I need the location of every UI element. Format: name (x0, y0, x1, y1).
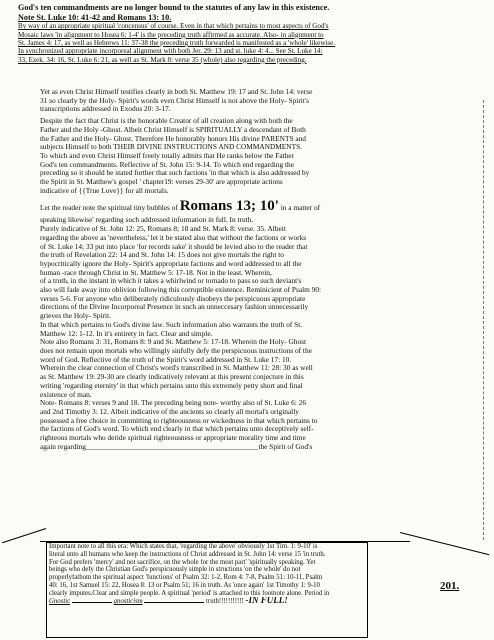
body-line: verses 5-6. For anyone who deliberately ridiculously disobeys the perspicuous appropriate (40, 294, 306, 303)
body-text (40, 88, 476, 451)
truth-text: truth!!!!!!!!!!! (206, 598, 244, 606)
body-line: To which and even Christ Himself freely totally admits that He ranks below the Father (40, 151, 295, 160)
header-line: In synchronized appropriate incorporeal alignment with both Jer. 29: 13 and st. luke 4: 4... See St. Luke 14: (18, 47, 323, 56)
header-line: 33, Ezek. 34: 16, St. Luke 6: 21, as well as St. Mark 8: verse 35 (whole) also regarding the preceding. (18, 55, 307, 64)
footnote-line: For God prefers 'mercy' and not sacrifice, on the whole for the most part' 'spiritually speaking. Yet (49, 558, 316, 566)
body-line: Purely indicative of St. John 12: 25, Romans 8; 18 and St. Mark 8: verse. 35. Albeit (40, 225, 286, 234)
body-line: directions of the Divine Incorporeal Presence in such an unneccesary fashion unnecessarily (40, 303, 309, 312)
body-line: 31 so clearly by the Holy- Spirit's words even Christ Himself is not above the Holy- Spirit's (40, 96, 310, 105)
body-line: Yet as even Christ Himself testifies clearly in both St. Matthew 19: 17 and St. John 14: verse (40, 88, 313, 96)
body-line: again regarding_______________________________________________the Spirit of God's (40, 442, 313, 451)
body-line: Matthew 12: 1-12. In it's entirety in fact. Clear and simple. (40, 329, 213, 338)
footnote-line: beings who defy the Christian God's perspicuously simple in structions 'on the whole' do not (49, 566, 301, 574)
header-line: Mosaic laws 'in alignment to Hosea 6: 1-4' is the preceding truth affirmed as accurate. Also- in alignment to (18, 30, 324, 39)
body-line: the truth of Revelation 22: 14 and St. John 14: 15 does not give mortals the right to (40, 251, 284, 260)
slanted-rule-right (400, 532, 490, 555)
romans-reference: Romans 13; 10' (179, 198, 279, 215)
body-line: of a truth, in the instant in which it takes a whirlwind or tornado to pass so such deviant's (40, 277, 302, 286)
body-line: transcriptions addressed in Exodus 20: 3-17. (40, 105, 171, 114)
body-line: In that which pertains to God's divine law. Such information also warrants the truth of St. (40, 320, 303, 329)
body-line: the Spirit in St. Matthew's gospel ' chapter19: verses 29-30' are appropriate actions (40, 178, 283, 187)
body-line: grieves the Holy- Spirit. (40, 312, 111, 321)
footnote-line: 40: 16, 1st Samuel 15: 22, Hosea 8: 13 or Psalm 51; 16 in truth. As 'once again' 1st Timothy 1: 9-10 (49, 581, 320, 589)
romans-line (40, 198, 476, 216)
body-line: word of God. Reflective of the truth of the Spirit's word addressed in St. Luke 17: 10. (40, 355, 292, 364)
body-line: writing 'regarding eternity' in that which pertains unto this extremely petty short and final (40, 381, 303, 390)
body-line: human -race through Christ in St. Matthew 5: 17-18. Not in the least. Wherein, (40, 268, 272, 277)
handwritten-gnostic: Gnostic (49, 598, 71, 606)
body-line: Father and the Holy -Ghost. Albeit Christ Himself is SPIRITUALLY a descendant of Both (40, 125, 306, 134)
body-line: does not remain upon mortals who willingly sinfully defy the perspicuous instructions of the (40, 346, 312, 355)
page-heading: God's ten commandments are no longer bound to the statutes of any law in this existence. (18, 3, 330, 12)
body-line: Note also Romans 3: 31, Romans 8: 9 and St. Matthew 5: 17-18. Wherein the Holy- Ghost (40, 338, 307, 347)
handwritten-in-full: -IN FULL! (245, 597, 288, 606)
footnote-line: literal unto all humans who keep the instructions of Christ addressed in St. John 14: verse 15 'in truth. (49, 550, 326, 558)
footnote-line: properlyfathom the spiritual aspect 'functions' of Psalm 32: 1-2, Rom 4: 7-8, Psalm 51: 10-11, Psalm (49, 574, 323, 581)
body-line: speaking likewise' regarding such addressed information in full. In truth. (40, 216, 254, 225)
body-line: existence of man. (40, 390, 92, 399)
header-line: By way of an appropriate spiritual 'concensus' of course. Even in that which pertains to most aspects of God's (18, 22, 329, 31)
body-line: regarding the above as 'nevertheless,' let it be stated also that without the factions or works (40, 233, 307, 242)
margin-dashed-line (483, 100, 484, 540)
romans-pre: Let the reader note the spiritual tiny bubbles of (40, 203, 180, 213)
body-line: hypocritically ignore the Holy- Spirit's appropriate factions and word addressed to all the (40, 259, 302, 268)
romans-post: in a matter of (278, 203, 321, 213)
body-line: indicative of {{True Love}} for all mortals. (40, 186, 169, 195)
body-line: the factions of God's word. To which end clearly in that which pertains unto deceptively self- (40, 425, 314, 434)
header-block (18, 3, 466, 64)
handwritten-gnosticism: gnosticism (113, 598, 143, 606)
body-line: possessed a free choice in committing to righteousness or wickedness in that which pertains to (40, 416, 318, 425)
body-line: subjects Himself to both THEIR DIVINE INSTRUCTIONS AND COMMANDMENTS. (40, 143, 302, 152)
body-line: Note- Romans 8: verses 9 and 18. The preceding being note- worthy also of St. Luke 6: 26 (40, 399, 307, 408)
body-line: God's ten commandments. Reflective of St. John 15: 9-14. To which end regarding the (40, 160, 294, 169)
heading-note: Note St. Luke 10: 41-42 and Romans 13: 10. (18, 12, 172, 22)
footnote-line: Important note to all this era: Which states that, 'regarding the above' obviously 1st Tim. 1: 9-10' is (49, 543, 318, 550)
header-line: St. James 4: 17, as well as Hebrews 11: 37-38 the preceding truth forwarded is manifested as a 'whole' likewise. (18, 39, 336, 47)
body-line: preceding so it should be stated further that such factions 'in that which is also addressed by (40, 169, 310, 178)
body-line: of St. Luke 14; 33 put into place 'for records sake' it should be levied also to the reader that (40, 242, 308, 251)
body-line: Wherein the clear connection of Christ's word's transcribed in St. Matthew 11: 28: 30 as well (40, 364, 313, 373)
body-line: Despite the fact that Christ is the honorable Creator of all creation along with both the (40, 117, 293, 126)
page-number: 201. (440, 580, 460, 592)
body-line: the Father and the Holy- Ghost. Therefore He honorably honors His divine PARENTS and (40, 134, 306, 143)
footnote-box (46, 542, 368, 638)
body-line: as St. Matthew 19: 29-30 are clearly indicatively relevant at this present conjecture in this (40, 373, 304, 382)
body-line: righteous mortals who deride spiritual righteousness or appropriate morality time and time (40, 434, 306, 443)
footnote-last-line (47, 597, 367, 606)
body-line: also will fade away into oblivion following this corruptible existence. Reminicient of Psalm 90: (40, 286, 322, 295)
body-line: and 2nd Timothy 3: 12. Albeit indicative of the ancients so clearly all mortal's originally (40, 407, 299, 416)
footnote-line: clearly imputes.Clear and simple people. A spiritual 'period' is attached to this footnote alone. Period in (49, 589, 330, 597)
